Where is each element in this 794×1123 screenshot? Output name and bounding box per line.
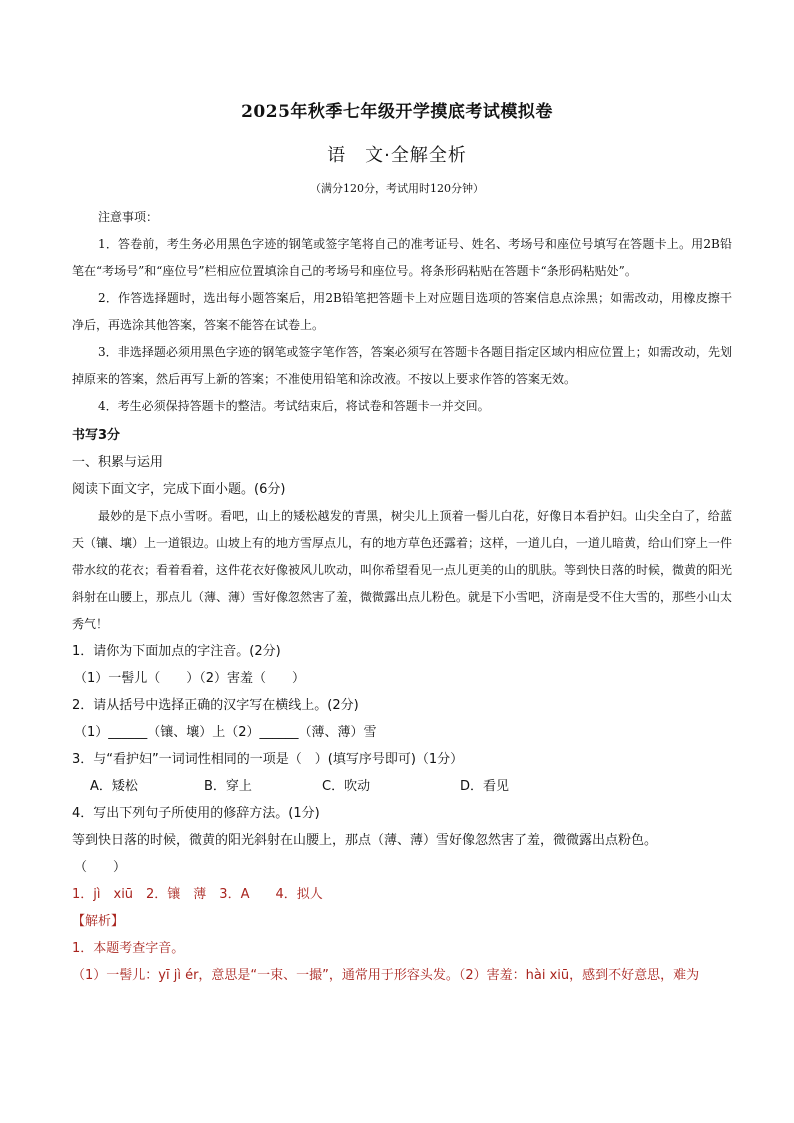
- option-d: D．看见: [460, 779, 510, 794]
- section-heading: 一、积累与运用: [72, 455, 164, 470]
- option-b: B．穿上: [204, 779, 252, 794]
- reading-passage: [72, 503, 732, 638]
- answer-line: 1．jì xiū 2．镶 薄 3．A 4．拟人: [72, 887, 323, 902]
- passage-text: 最妙的是下点小雪呀。看吧，山上的矮松越发的青黑，树尖儿上顶着一髻儿白花，好像日本看护妇。山尖全白了，给蓝天（镶、壤）上一道银边。山坡上有的地方雪厚点儿，有的地方草色还露着；这样，一道儿白，一道儿暗黄，给山们穿上一件带水纹的花衣；看着看着，这件花衣好像被风儿吹动，叫你希望看见一点儿更美的山的肌肤。等到快日落的时候，微黄的阳光斜射在山腰上，那点儿（薄、薄）雪好像忽然害了羞，微微露出点儿粉色。就是下小雪吧，济南是受不住大雪的，那些小山太秀气！: [72, 509, 733, 631]
- notice-item: 2．作答选择题时，选出每小题答案后，用2B铅笔把答题卡上对应题目选项的答案信息点涂黑；如需改动，用橡皮擦干净后，再选涂其他答案，答案不能答在试卷上。: [72, 291, 732, 332]
- question-body: [72, 422, 732, 989]
- question-4-blank: （ ）: [74, 860, 127, 875]
- notice-heading: 注意事项：: [98, 210, 159, 224]
- notice-item: 4．考生必须保持答题卡的整洁。考试结束后，将试卷和答题卡一并交回。: [98, 399, 490, 413]
- question-1: 1．请你为下面加点的字注音。(2分): [72, 644, 281, 659]
- question-2: 2．请从括号中选择正确的汉字写在横线上。(2分): [72, 698, 359, 713]
- section-writing: 书写3分: [72, 428, 121, 443]
- notice-section: [72, 204, 732, 420]
- option-a: A．矮松: [90, 779, 138, 794]
- notice-item: 1．答卷前，考生务必用黑色字迹的钢笔或签字笔将自己的准考证号、姓名、考场号和座位号填写在答题卡上。用2B铅笔在“考场号”和“座位号”栏相应位置填涂自己的考场号和座位号。将条形码粘贴在答题卡“条形码粘贴处”。: [72, 237, 732, 278]
- analysis-1: 1．本题考查字音。: [72, 941, 185, 956]
- question-3: 3．与“看护妇”一词词性相同的一项是（ ）(填写序号即可)（1分）: [72, 752, 464, 767]
- page-subtitle: 语 文·全解全析: [327, 145, 467, 166]
- question-4: 4．写出下列句子所使用的修辞方法。(1分): [72, 806, 320, 821]
- question-3-options: [72, 773, 732, 800]
- analysis-tag: 【解析】: [72, 914, 125, 929]
- question-2-line: （1）______（镶、壤）上（2）______（薄、薄）雪: [74, 725, 377, 740]
- page-title: 2025年秋季七年级开学摸底考试模拟卷: [241, 102, 553, 122]
- option-c: C．吹动: [322, 779, 371, 794]
- score-time-note: （满分120分，考试用时120分钟）: [310, 182, 484, 195]
- question-1-line: （1）一髻儿（ ）（2）害羞（ ）: [74, 671, 306, 686]
- notice-item: 3．非选择题必须用黑色字迹的钢笔或签字笔作答，答案必须写在答题卡各题目指定区域内相应位置上；如需改动，先划掉原来的答案，然后再写上新的答案；不准使用铅笔和涂改液。不按以上要求作答的答案无效。: [72, 345, 732, 386]
- question-4-sentence: 等到快日落的时候，微黄的阳光斜射在山腰上，那点（薄、薄）雪好像忽然害了羞，微微露出点粉色。: [72, 833, 658, 848]
- reading-instruction: 阅读下面文字，完成下面小题。(6分): [72, 482, 286, 497]
- analysis-1-detail: （1）一髻儿：yī jì ér，意思是“一束、一撮”，通常用于形容头发。（2）害羞：hài xiū，感到不好意思，难为: [72, 968, 700, 983]
